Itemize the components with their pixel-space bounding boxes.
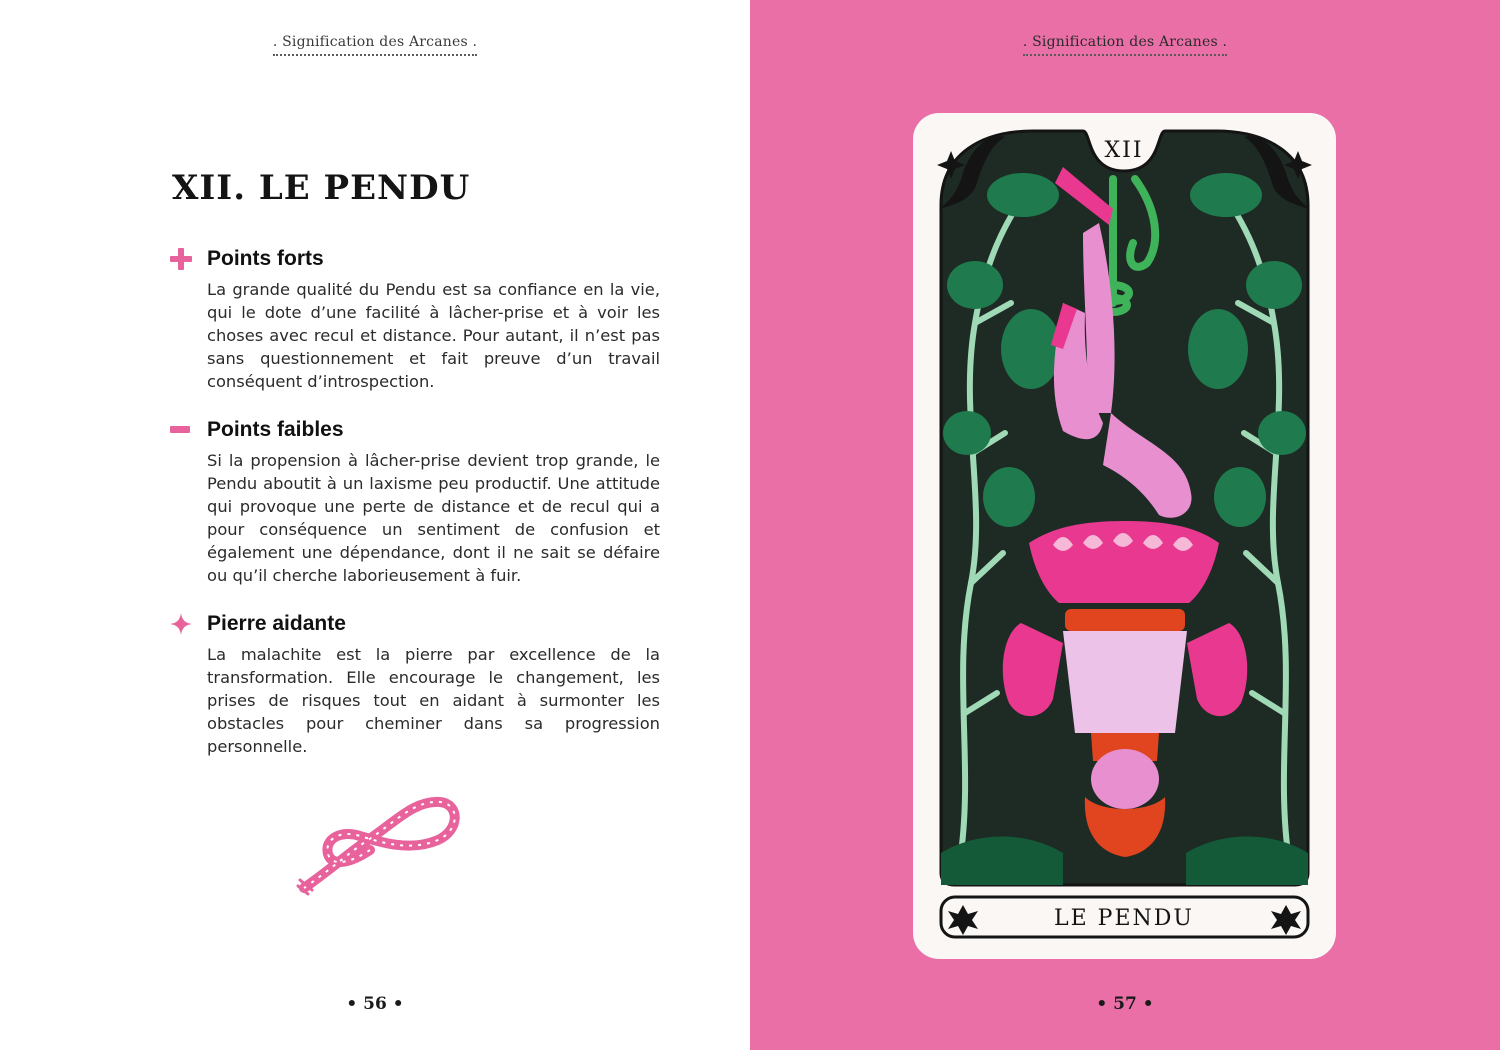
section-points-faibles (170, 417, 660, 587)
section-body: Si la propension à lâcher-prise devient trop grande, le Pendu aboutit à un laxisme peu productif. Une attitude qui provoque une perte de distance et de recul qui a pour conséquence un sentiment de confusion et également une dépendance, dont il ne sait se défaire ou qu’il cherche laborieusement à fuir. (207, 451, 660, 585)
card-numeral: XII (1104, 138, 1144, 163)
page-title: XII. LE PENDU (172, 168, 471, 208)
page-number-left: • 56 • (346, 994, 404, 1014)
section-title: Points faibles (207, 418, 344, 441)
section-title: Pierre aidante (207, 612, 346, 635)
minus-icon (170, 419, 192, 441)
page-number-right: • 57 • (1096, 994, 1154, 1014)
section-head (170, 417, 660, 443)
section-title: Points forts (207, 247, 324, 270)
section-head (170, 611, 660, 637)
section-body: La malachite est la pierre par excellence de la transformation. Elle encourage le changement, les prises de risques tout en aidant à surmonter les obstacles pour cheminer dans sa progression personnelle. (207, 645, 660, 756)
sparkle-icon (170, 613, 192, 635)
section-points-forts (170, 246, 660, 393)
section-pierre-aidante (170, 611, 660, 758)
section-body: La grande qualité du Pendu est sa confiance en la vie, qui le dote d’une facilité à lâcher-prise et à voir les choses avec recul et distance. Pour autant, il n’est pas sans questionnement et fait preuve d’un travail conséquent d’introspection. (207, 280, 660, 391)
tarot-card (913, 113, 1336, 959)
running-head-left: . Signification des Arcanes . (0, 34, 750, 56)
card-name: LE PENDU (1054, 906, 1194, 931)
rope-illustration (290, 790, 470, 900)
running-head-right: . Signification des Arcanes . (750, 34, 1500, 56)
right-page (750, 0, 1500, 1050)
tarot-card-illustration (913, 113, 1336, 959)
plus-icon (170, 248, 192, 270)
section-head (170, 246, 660, 272)
